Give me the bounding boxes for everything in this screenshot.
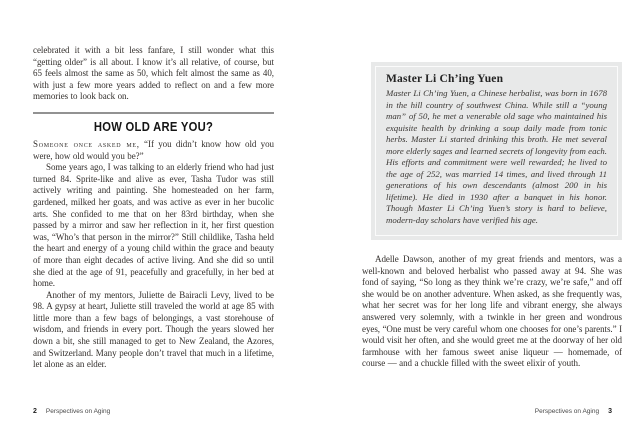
left-running-title: Perspectives on Aging [45,408,111,415]
sidebar-title: Master Li Ch’ing Yuen [386,73,504,85]
left-page [33,45,274,371]
section-divider-rule [33,112,274,114]
tasha-paragraph: Some years ago, I was talking to an elderly friend who had just turned 84. Sprite-like and alive as ever, Tasha Tudor was still actively writing and painting. She homesteaded on her farm, gardened, milked her goats, and was active as ever in her bucolic arts. She confided to me that on her 83rd birthday, when she passed by a mirror and saw her reflection in it, her first question was, “Who’s that person in the mirror?” Still childlike, Tasha held the heart and energy of a young child within the grace and beauty of more than eight decades of active living. And she did so until she died at the age of 91, peacefully and gracefully, in her bed at home. [33,162,274,289]
juliette-paragraph: Another of my mentors, Juliette de Bairacli Levy, lived to be 98. A gypsy at heart, Juliette still traveled the world at age 85 with little more than a few bags of belongings, a vast storehouse of wisdom, and friends in every port. Though the years slowed her down a bit, she still managed to get to New Zealand, the Azores, and Switzerland. Many people don’t travel that much in a lifetime, let alone as an elder. [33,289,274,370]
right-page [362,62,622,370]
left-page-number: 2 [33,408,37,415]
left-page-footer [33,408,110,415]
opener-paragraph [33,139,274,162]
chapter-heading: HOW OLD ARE YOU? [93,119,214,134]
right-running-title: Perspectives on Aging [534,408,600,415]
sidebar-inner-frame [375,66,618,236]
intro-paragraph: celebrated it with a bit less fanfare, I still wonder what this “getting older” is all about. I know it’s all relative, of course, but 65 feels almost the same as 50, which felt almost the same as 40, with just a few more years added to reflect on and a few more memories to look back on. [33,45,274,102]
smallcaps-lead: Someone once asked me, [33,138,140,149]
right-page-number: 3 [608,408,612,415]
adelle-paragraph: Adelle Dawson, another of my great friends and mentors, was a well-known and beloved herbalist who passed away at 94. She was fond of saying, “So long as they think we’re crazy, we’re safe,” and off she would be on another adventure. When asked, as she frequently was, what her secret was for her long life and vibrant energy, she always answered very solemnly, with a twinkle in her green and wondrous eyes, “One must be very careful whom one chooses for one’s parents.” I would visit her often, and she would greet me at the doorway of her old farmhouse with her famous sweet anise liqueur — homemade, of course — and a chuckle filled with the sweet elixir of youth. [362,254,623,369]
right-page-footer [535,408,612,415]
sidebar-body: Master Li Ch’ing Yuen, a Chinese herbalist, was born in 1678 in the hill country of southwest China. While still a “young man” of 50, he met a venerable old sage who maintained his exquisite health by drinking a soup daily made from tonic herbs. Master Li started drinking this broth. He met several more elderly sages and learned secrets of longevity from each. His efforts and commitment were well rewarded; he lived to the age of 252, was married 14 times, and lived through 11 generations of his own descendants (almost 200 in his lifetime). He died in 1930 after a banquet in his honor. Though Master Li Ch’ing Yuen’s story is hard to believe, modern-day scholars have verified his age. [386,88,607,225]
sidebar-box [371,62,622,240]
opener-rest: “If you didn’t know how old you were, how old would you be?” [33,138,275,161]
